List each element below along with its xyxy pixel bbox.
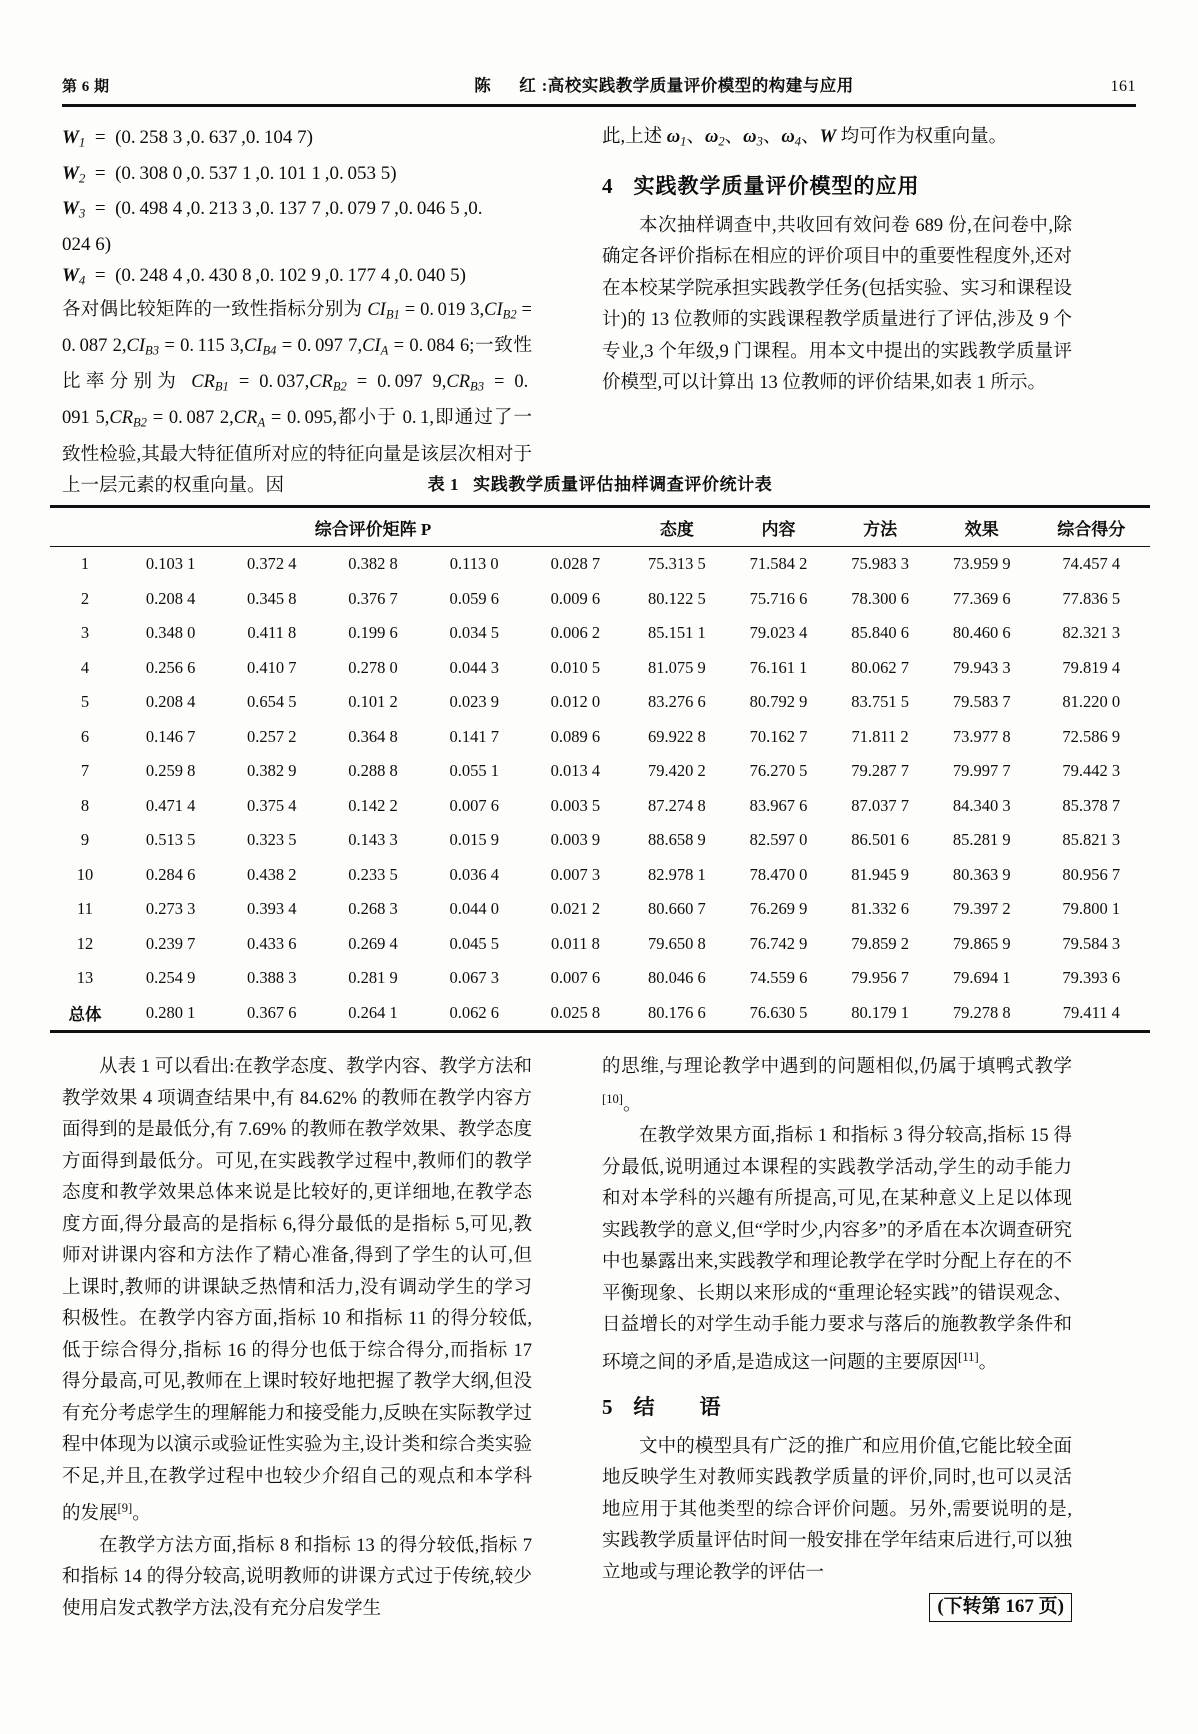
cell-matrix-p-1: 0.259 8 [145, 761, 196, 781]
header-overall-score: 综合得分 [1057, 519, 1126, 539]
table-head [50, 507, 1150, 547]
table-row [50, 754, 1150, 789]
running-title [312, 72, 1016, 96]
cell-matrix-p-5: 0.011 8 [550, 933, 600, 953]
section-5-number: 5 [602, 1395, 614, 1420]
cell-attitude: 80.660 7 [647, 899, 706, 919]
header-index [50, 507, 120, 547]
cell-attitude: 80.122 5 [647, 588, 706, 608]
cell-matrix-p-2: 0.257 2 [247, 726, 297, 746]
cell-matrix-p-4: 0.141 7 [449, 726, 499, 746]
running-head [62, 72, 1136, 98]
table-row [50, 582, 1150, 617]
cell-matrix-p-1: 0.239 7 [145, 933, 196, 953]
table-row [50, 651, 1150, 686]
table-row [50, 927, 1150, 962]
cell-method: 75.983 3 [851, 554, 909, 574]
right-column-top [602, 122, 1072, 400]
cell-matrix-p-1: 0.471 4 [145, 795, 196, 815]
section-4-body: 本次抽样调查中,共收回有效问卷 689 份,在问卷中,除确定各评价指标在相应的评价项目中的重要性程度外,还对在本校某学院承担实践教学任务(包括实验、实习和课程设计)的 13 位教师的实践课程教学质量进行了评估,涉及 9 个专业,3 个年级,9 门课程。用本文中提出的实践教学质量评价模型,可以计算出 13 位教师的评价结果,如表 1 所示。 [602, 215, 1072, 394]
header-rule [62, 104, 1136, 107]
table-row [50, 789, 1150, 824]
table-1-container [50, 470, 1150, 1033]
cell-matrix-p-4: 0.044 3 [449, 657, 499, 677]
header-effect: 效果 [964, 519, 999, 539]
cell-matrix-p-1: 0.284 6 [145, 864, 196, 884]
cell-content: 76.269 9 [749, 899, 808, 919]
row-index: 11 [77, 899, 93, 919]
section-4-title: 实践教学质量评价模型的应用 [633, 174, 920, 199]
cell-matrix-p-2: 0.393 4 [247, 899, 297, 919]
cell-effect: 79.943 3 [952, 657, 1011, 677]
left-column-top [62, 122, 532, 503]
cell-method: 87.037 7 [851, 795, 909, 815]
cell-matrix-p-1: 0.103 1 [145, 554, 196, 574]
cell-attitude: 88.658 9 [647, 830, 706, 850]
section-4-number: 4 [602, 174, 614, 199]
cell-matrix-p-1: 0.280 1 [145, 1002, 196, 1022]
cell-content: 75.716 6 [749, 588, 808, 608]
cell-method: 80.062 7 [851, 657, 909, 677]
cell-method: 71.811 2 [851, 726, 909, 746]
cell-overall-score: 79.819 4 [1062, 657, 1121, 677]
cell-method: 85.840 6 [851, 623, 909, 643]
cell-content: 76.270 5 [749, 761, 808, 781]
cell-matrix-p-2: 0.433 6 [247, 933, 297, 953]
cell-matrix-p-4: 0.044 0 [449, 899, 499, 919]
cell-matrix-p-4: 0.055 1 [449, 761, 499, 781]
page-number: 161 [1110, 78, 1136, 95]
cell-matrix-p-2: 0.372 4 [247, 554, 297, 574]
cell-method: 78.300 6 [851, 588, 909, 608]
cell-overall-score: 85.821 3 [1062, 830, 1121, 850]
cell-effect: 79.583 7 [952, 692, 1011, 712]
cell-content: 76.742 9 [749, 933, 808, 953]
cell-overall-score: 79.393 6 [1062, 968, 1121, 988]
table-row [50, 685, 1150, 720]
cell-attitude: 83.276 6 [647, 692, 706, 712]
analysis-p4-end: 。 [978, 1352, 998, 1373]
row-index: 6 [80, 726, 90, 746]
analysis-p4-text: 在教学效果方面,指标 1 和指标 3 得分较高,指标 15 得分最低,说明通过本课程的实践教学活动,学生的动手能力和对本学科的兴趣有所提高,可见,在某种意义上足以体现实践教学的意义,但“学时少,内容多”的矛盾在本次调查研究中也暴露出来,实践教学和理论教学在学时分配上存在的不平衡现象、长期以来形成的“重理论轻实践”的错误观念、日益增长的对学生动手能力要求与落后的施教教学条件和环境之间的矛盾,是造成这一问题的主要原因 [602, 1126, 1072, 1373]
header-content: 内容 [761, 519, 796, 539]
cell-attitude: 80.046 6 [647, 968, 706, 988]
cell-overall-score: 79.584 3 [1062, 933, 1121, 953]
cell-method: 81.945 9 [851, 864, 909, 884]
cell-matrix-p-3: 0.269 4 [348, 933, 398, 953]
analysis-paragraph-4 [602, 1121, 1072, 1379]
cell-matrix-p-1: 0.208 4 [145, 588, 196, 608]
cell-attitude: 80.176 6 [647, 1002, 706, 1022]
formula-w4: $W_4 = (0$. 248 4 ,0. 430 8 ,0. 102 9 ,0. 177 4 ,0. 040 5) [62, 264, 466, 288]
cell-matrix-p-2: 0.375 4 [247, 795, 297, 815]
header-attitude: 态度 [659, 519, 694, 539]
table-header-row [50, 507, 1150, 547]
analysis-paragraph-1 [62, 1052, 532, 1531]
cell-attitude: 85.151 1 [647, 623, 706, 643]
row-index: 总体 [68, 1004, 102, 1024]
cell-effect: 79.997 7 [952, 761, 1011, 781]
cell-content: 76.161 1 [749, 657, 808, 677]
cell-matrix-p-3: 0.101 2 [348, 692, 398, 712]
cell-matrix-p-1: 0.146 7 [145, 726, 196, 746]
cell-method: 79.956 7 [851, 968, 909, 988]
conclusion-body: 文中的模型具有广泛的推广和应用价值,它能比较全面地反映学生对教师实践教学质量的评价,同时,也可以灵活地应用于其他类型的综合评价问题。另外,需要说明的是,实践教学质量评估时间一般安排在学年结束后进行,可以独立地或与理论教学的评估一 [602, 1436, 1072, 1583]
cell-attitude: 79.420 2 [647, 761, 706, 781]
cell-matrix-p-5: 0.006 2 [550, 623, 601, 643]
table-row [50, 547, 1150, 582]
cell-matrix-p-5: 0.007 6 [550, 968, 601, 988]
section-5-title: 结 语 [633, 1395, 733, 1420]
cell-effect: 73.977 8 [952, 726, 1011, 746]
cell-method: 83.751 5 [851, 692, 909, 712]
table-caption-title: 实践教学质量评估抽样调查评价统计表 [473, 475, 773, 494]
formula-w2: $W_2 = (0$. 308 0 ,0. 537 1 ,0. 101 1 ,0. 053 5) [62, 162, 397, 186]
cell-matrix-p-1: 0.254 9 [145, 968, 196, 988]
header-matrix-p-label: 综合评价矩阵 P [314, 519, 432, 539]
table-bottom-rule [50, 1030, 1150, 1033]
cell-overall-score: 79.411 4 [1062, 1002, 1120, 1022]
cell-matrix-p-5: 0.089 6 [550, 726, 601, 746]
cell-content: 71.584 2 [749, 554, 808, 574]
cell-effect: 73.959 9 [952, 554, 1011, 574]
cell-matrix-p-5: 0.012 0 [550, 692, 601, 712]
cell-method: 79.287 7 [851, 761, 909, 781]
formula-w3: $W_3 = (0$. 498 4 ,0. 213 3 ,0. 137 7 ,0. 079 7 ,0. 046 5 ,0. [62, 198, 483, 221]
header-matrix-p [120, 507, 626, 547]
analysis-p1-end: 。 [132, 1504, 151, 1525]
cell-content: 78.470 0 [749, 864, 808, 884]
cell-matrix-p-1: 0.348 0 [145, 623, 196, 643]
row-index: 8 [80, 795, 90, 815]
cell-matrix-p-4: 0.059 6 [449, 588, 499, 608]
cell-overall-score: 81.220 0 [1062, 692, 1121, 712]
section-heading-4 [602, 171, 1072, 203]
cell-matrix-p-4: 0.007 6 [449, 795, 499, 815]
cell-matrix-p-3: 0.268 3 [348, 899, 398, 919]
cell-method: 79.859 2 [851, 933, 909, 953]
table-row [50, 823, 1150, 858]
cell-matrix-p-2: 0.323 5 [247, 830, 297, 850]
cell-matrix-p-5: 0.028 7 [550, 554, 601, 574]
row-index: 4 [80, 657, 90, 677]
cell-effect: 77.369 6 [952, 588, 1011, 608]
row-index: 7 [80, 761, 90, 781]
cell-matrix-p-2: 0.367 6 [247, 1002, 297, 1022]
cell-effect: 84.340 3 [952, 795, 1011, 815]
row-index: 12 [76, 933, 94, 953]
cell-overall-score: 82.321 3 [1062, 623, 1121, 643]
cell-matrix-p-3: 0.382 8 [348, 554, 398, 574]
analysis-p1-text: 从表 1 可以看出:在教学态度、教学内容、教学方法和教学效果 4 项调查结果中,有 84.62% 的教师在教学内容方面得到的是最低分,有 7.69% 的教师在教学效果、教学态度方面得到最低分。可见,在实践教学过程中,教师们的教学态度和教学效果总体来说是比较好的,更详细地,在教学态度方面,得分最高的是指标 6,得分最低的是指标 5,可见,教师对讲课内容和方法作了精心准备,得到了学生的认可,但上课时,教师的讲课缺乏热情和活力,没有调动学生的学习积极性。在教学内容方面,指标 10 和指标 11 的得分较低,低于综合得分,指标 16 的得分也低于综合得分,而指标 17 得分最高,可见,教师在上课时较好地把握了教学大纲,但没有充分考虑学生的理解能力和接受能力,反映在实际教学过程中体现为以演示或验证性实验为主,设计类和综合类实验不足,并且,在教学过程中也较少介绍自己的观点和本学科的发展 [62, 1057, 532, 1525]
formula-w3-cont: 024 6) [62, 233, 112, 255]
cell-matrix-p-3: 0.233 5 [348, 864, 398, 884]
row-index: 10 [76, 864, 94, 884]
table-row [50, 892, 1150, 927]
cell-overall-score: 80.956 7 [1062, 864, 1121, 884]
cell-matrix-p-4: 0.113 0 [449, 554, 499, 574]
cell-matrix-p-5: 0.009 6 [550, 588, 601, 608]
cell-matrix-p-3: 0.143 3 [348, 830, 398, 850]
article-title: :高校实践教学质量评价模型的构建与应用 [541, 76, 854, 95]
row-index: 3 [80, 623, 90, 643]
cell-effect: 79.865 9 [952, 933, 1011, 953]
cell-matrix-p-5: 0.003 9 [550, 830, 601, 850]
analysis-paragraph-3 [602, 1052, 1072, 1121]
cell-matrix-p-5: 0.010 5 [550, 657, 601, 677]
cell-matrix-p-3: 0.278 0 [348, 657, 398, 677]
header-method: 方法 [863, 519, 898, 539]
cell-matrix-p-3: 0.281 9 [348, 968, 398, 988]
table-row [50, 961, 1150, 996]
row-index: 13 [76, 968, 94, 988]
analysis-paragraph-2: 在教学方法方面,指标 8 和指标 13 的得分较低,指标 7 和指标 14 的得分较高,说明教师的讲课方式过于传统,较少使用启发式教学方法,没有充分启发学生 [62, 1535, 532, 1619]
table-row [50, 858, 1150, 893]
cell-overall-score: 79.442 3 [1062, 761, 1121, 781]
cell-content: 79.023 4 [749, 623, 808, 643]
left-column-bottom [62, 1052, 532, 1625]
cell-attitude: 75.313 5 [647, 554, 706, 574]
table-caption [50, 470, 1150, 495]
cell-attitude: 87.274 8 [647, 795, 706, 815]
cell-matrix-p-1: 0.208 4 [145, 692, 196, 712]
cell-attitude: 79.650 8 [647, 933, 706, 953]
cell-content: 70.162 7 [749, 726, 808, 746]
cell-matrix-p-1: 0.256 6 [145, 657, 196, 677]
continued-on-note [602, 1591, 1072, 1623]
cell-matrix-p-4: 0.062 6 [449, 1002, 499, 1022]
footnote-ref-11: [11] [958, 1349, 979, 1364]
cell-attitude: 69.922 8 [647, 726, 706, 746]
cell-overall-score: 85.378 7 [1062, 795, 1121, 815]
analysis-p3-text: 的思维,与理论教学中遇到的问题相似,仍属于填鸭式教学 [602, 1057, 1072, 1077]
cell-content: 80.792 9 [749, 692, 808, 712]
cell-matrix-p-1: 0.513 5 [145, 830, 196, 850]
cell-matrix-p-2: 0.382 9 [247, 761, 297, 781]
cell-matrix-p-4: 0.034 5 [449, 623, 499, 643]
row-index: 1 [80, 554, 90, 574]
cell-attitude: 81.075 9 [647, 657, 706, 677]
right-column-bottom [602, 1052, 1072, 1623]
row-index: 5 [80, 692, 90, 712]
cell-effect: 79.397 2 [952, 899, 1011, 919]
section-heading-5 [602, 1392, 1072, 1424]
cell-overall-score: 77.836 5 [1062, 588, 1121, 608]
cell-effect: 79.278 8 [952, 1002, 1011, 1022]
evaluation-statistics-table [50, 505, 1150, 1030]
cell-matrix-p-4: 0.036 4 [449, 864, 499, 884]
cell-attitude: 82.978 1 [647, 864, 706, 884]
row-index: 9 [80, 830, 90, 850]
cell-matrix-p-5: 0.013 4 [550, 761, 601, 781]
cell-content: 83.967 6 [749, 795, 808, 815]
cell-matrix-p-5: 0.007 3 [550, 864, 601, 884]
cell-matrix-p-4: 0.067 3 [449, 968, 499, 988]
footnote-ref-9: [9] [117, 1501, 133, 1515]
cell-method: 80.179 1 [851, 1002, 909, 1022]
cell-matrix-p-3: 0.364 8 [348, 726, 398, 746]
cell-content: 74.559 6 [749, 968, 808, 988]
author-name: 陈 红 [474, 76, 542, 95]
table-row [50, 720, 1150, 755]
cell-matrix-p-4: 0.045 5 [449, 933, 499, 953]
cell-matrix-p-4: 0.023 9 [449, 692, 499, 712]
cell-matrix-p-3: 0.376 7 [348, 588, 398, 608]
cell-effect: 85.281 9 [952, 830, 1011, 850]
row-index: 2 [80, 588, 90, 608]
cell-matrix-p-2: 0.388 3 [247, 968, 297, 988]
footnote-ref-10: [10] [602, 1091, 623, 1106]
issue-number: 第 6 期 [62, 79, 110, 95]
cell-matrix-p-3: 0.199 6 [348, 623, 398, 643]
cell-overall-score: 74.457 4 [1062, 554, 1121, 574]
cell-effect: 80.460 6 [952, 623, 1011, 643]
cell-overall-score: 79.800 1 [1062, 899, 1121, 919]
cell-matrix-p-4: 0.015 9 [449, 830, 499, 850]
continuation-line: 此,上述 $\omega_1$、$\omega_2$、$\omega_3$、$\omega_4$、W 均可作为权重向量。 [602, 127, 1008, 149]
table-body [50, 547, 1150, 1031]
cell-matrix-p-2: 0.411 8 [247, 623, 297, 643]
table-row-total [50, 996, 1150, 1031]
cell-matrix-p-3: 0.264 1 [348, 1002, 398, 1022]
table-caption-number: 表 1 [427, 475, 460, 494]
continued-on-label: (下转第 167 页) [929, 1593, 1072, 1622]
cell-overall-score: 72.586 9 [1062, 726, 1121, 746]
cell-matrix-p-5: 0.003 5 [550, 795, 601, 815]
cell-matrix-p-5: 0.025 8 [550, 1002, 601, 1022]
cell-matrix-p-1: 0.273 3 [145, 899, 196, 919]
cell-matrix-p-5: 0.021 2 [550, 899, 601, 919]
cell-matrix-p-2: 0.654 5 [247, 692, 297, 712]
cell-effect: 80.363 9 [952, 864, 1011, 884]
cell-content: 82.597 0 [749, 830, 808, 850]
table-row [50, 616, 1150, 651]
cell-matrix-p-2: 0.438 2 [247, 864, 297, 884]
cell-matrix-p-2: 0.345 8 [247, 588, 297, 608]
cell-content: 76.630 5 [749, 1002, 808, 1022]
cell-matrix-p-2: 0.410 7 [247, 657, 297, 677]
analysis-p3-end: 。 [622, 1094, 642, 1115]
cell-matrix-p-3: 0.142 2 [348, 795, 398, 815]
cell-matrix-p-3: 0.288 8 [348, 761, 398, 781]
consistency-paragraph: 各对偶比较矩阵的一致性指标分别为 $CI_{B1} = 0$. 019 $3,CI_{B2} = 0$. 087 $2,CI_{B3} = 0$. 115 $3,CI_{B4} = 0$. 097 $7,CI_A = 0$. 084 6;一致性比率分别为 $CR_{B1} = 0$. $037,CR_{B2} = 0$. 097 $9,CR_{B3} = 0$. 091 $5,CR_{B2} = 0$. 087 $2,CR_A = 0$. 095,都小于 0. 1,即通过了一致性检验,其最大特征值所对应的特征向量是该层次相对于上一层元素的权重向量。因 [62, 300, 533, 496]
cell-method: 81.332 6 [851, 899, 909, 919]
cell-effect: 79.694 1 [952, 968, 1011, 988]
cell-method: 86.501 6 [851, 830, 909, 850]
formula-w1: $W_1 = (0$. 258 3 ,0. 637 ,0. 104 7) [62, 127, 313, 150]
